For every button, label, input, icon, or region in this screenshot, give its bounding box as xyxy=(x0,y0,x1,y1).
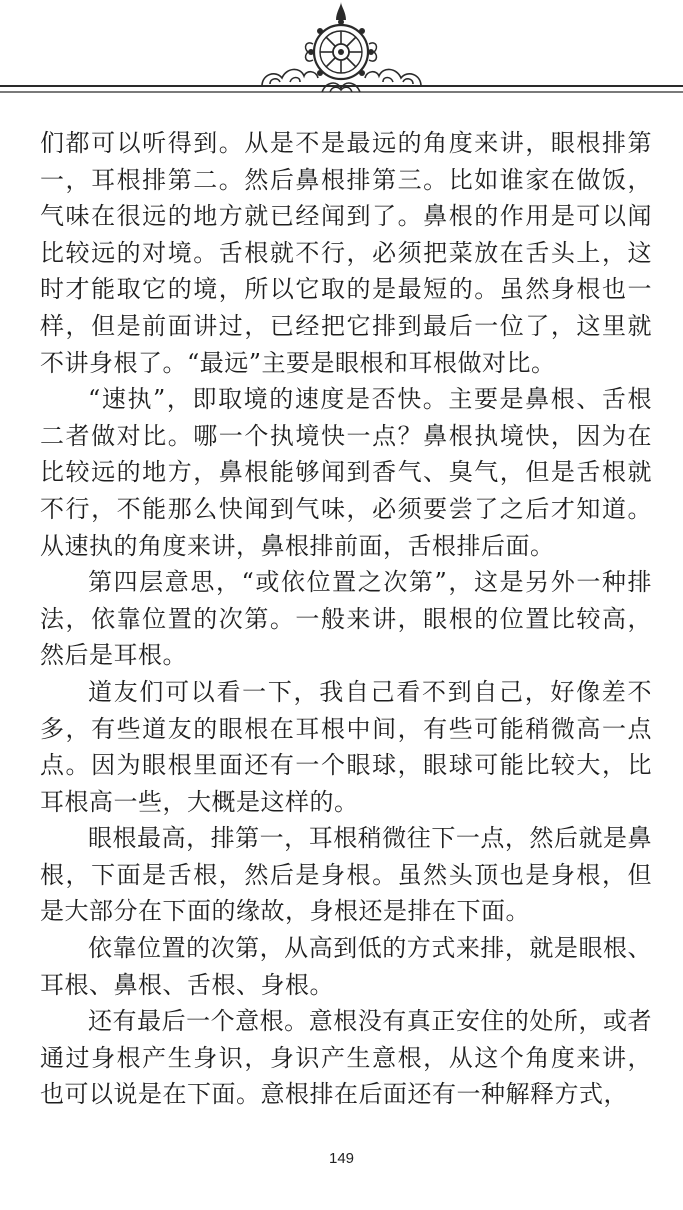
header-ornament xyxy=(0,0,683,110)
paragraph-2: “速执”，即取境的速度是否快。主要是鼻根、舌根二者做对比。哪一个执境快一点？鼻根执境快，因为在比较远的地方，鼻根能够闻到香气、臭气，但是舌根就不行，不能那么快闻到气味，必须要尝了之后才知道。从速执的角度来讲，鼻根排前面，舌根排后面。 xyxy=(40,385,652,560)
cloud-left-icon xyxy=(262,69,318,86)
paragraph-7: 还有最后一个意根。意根没有真正安住的处所，或者通过身根产生身识，身识产生意根，从这个角度来讲，也可以说是在下面。意根排在后面还有一种解释方式， xyxy=(40,1007,652,1109)
main-text xyxy=(40,125,652,1113)
dharma-wheel-emblem xyxy=(0,0,683,110)
paragraph-3: 第四层意思，“或依位置之次第”，这是另外一种排法，依靠位置的次第。一般来讲，眼根的位置比较高，然后是耳根。 xyxy=(40,568,652,670)
lotus-base-icon xyxy=(322,83,360,92)
page-number: 149 xyxy=(328,1150,355,1167)
wheel-icon xyxy=(306,2,377,79)
paragraph-1: 们都可以听得到。从是不是最远的角度来讲，眼根排第一，耳根排第二。然后鼻根排第三。比如谁家在做饭，气味在很远的地方就已经闻到了。鼻根的作用是可以闻比较远的对境。舌根就不行，必须把菜放在舌头上，这时才能取它的境，所以它取的是最短的。虽然身根也一样，但是前面讲过，已经把它排到最后一位了，这里就不讲身根了。“最远”主要是眼根和耳根做对比。 xyxy=(40,129,652,377)
cloud-right-icon xyxy=(365,69,421,86)
paragraph-5: 眼根最高，排第一，耳根稍微往下一点，然后就是鼻根，下面是舌根，然后是身根。虽然头顶也是身根，但是大部分在下面的缘故，身根还是排在下面。 xyxy=(40,824,652,926)
paragraph-6: 依靠位置的次第，从高到低的方式来排，就是眼根、耳根、鼻根、舌根、身根。 xyxy=(40,934,652,999)
paragraph-4: 道友们可以看一下，我自己看不到自己，好像差不多，有些道友的眼根在耳根中间，有些可能稍微高一点点。因为眼根里面还有一个眼球，眼球可能比较大，比耳根高一些，大概是这样的。 xyxy=(40,677,652,816)
